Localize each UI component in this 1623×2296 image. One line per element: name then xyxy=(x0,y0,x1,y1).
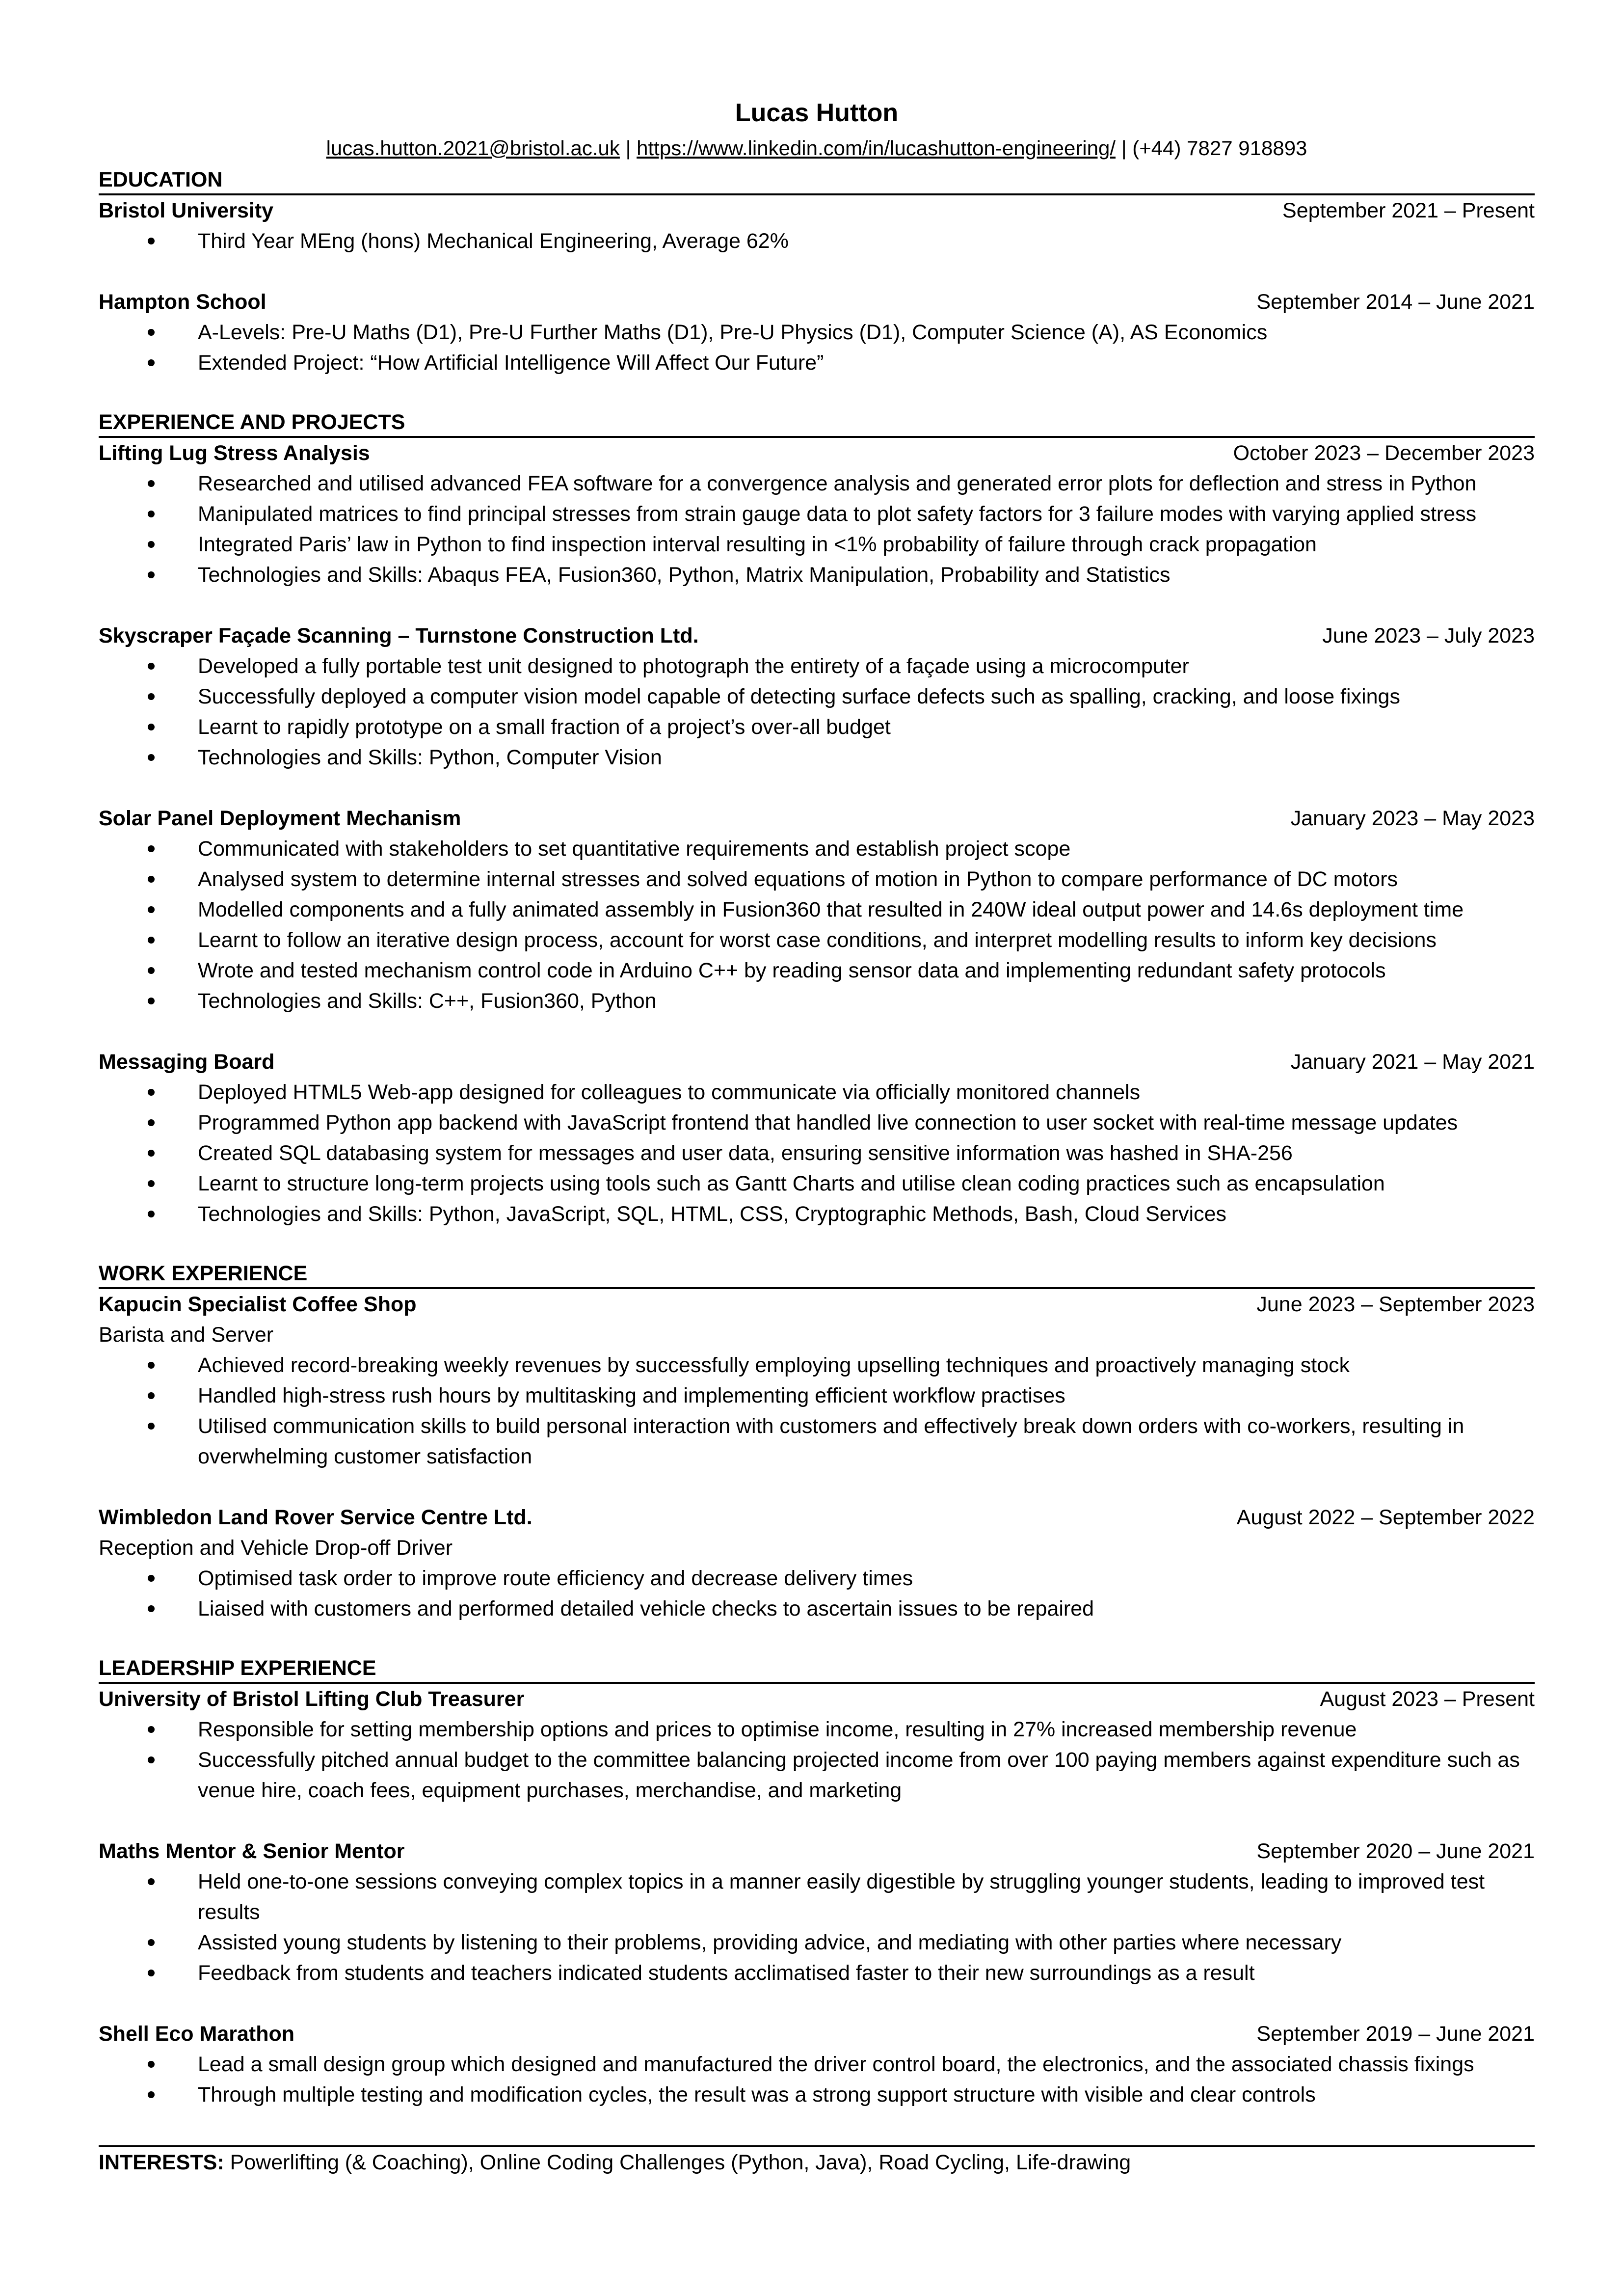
bullet-item xyxy=(99,1594,1535,1624)
spacer xyxy=(99,2110,1535,2140)
separator: | xyxy=(1116,136,1133,160)
bullet-icon xyxy=(148,1756,155,1763)
entry xyxy=(99,1502,1535,1624)
spacer xyxy=(99,1016,1535,1047)
entry-dates: October 2023 – December 2023 xyxy=(1233,441,1535,465)
bullet-item xyxy=(99,1199,1535,1229)
entry-header xyxy=(99,803,1535,834)
bullet-item xyxy=(99,986,1535,1016)
bullet-icon xyxy=(148,1362,155,1369)
bullet-text: Researched and utilised advanced FEA software for a convergence analysis and generated error plots for deflection and stress in Python xyxy=(198,472,1477,495)
entry-organization: Bristol University xyxy=(99,199,274,222)
bullet-icon xyxy=(148,876,155,883)
entry-header xyxy=(99,621,1535,651)
entry xyxy=(99,1047,1535,1229)
entry xyxy=(99,1289,1535,1472)
bullet-item xyxy=(99,1107,1535,1138)
bullet-icon xyxy=(148,480,155,487)
entry-header xyxy=(99,2019,1535,2049)
bullet-text: Successfully deployed a computer vision model capable of detecting surface defects such as spalling, cracking, and loose fixings xyxy=(198,685,1400,708)
bullet-icon xyxy=(148,1119,155,1126)
entry xyxy=(99,287,1535,378)
entry-organization: Maths Mentor & Senior Mentor xyxy=(99,1839,405,1863)
bullet-icon xyxy=(148,1180,155,1187)
bullet-text: Lead a small design group which designed and manufactured the driver control board, the electronics, and the associated chassis fixings xyxy=(198,2053,1474,2076)
bullet-item xyxy=(99,834,1535,864)
bullet-text: Technologies and Skills: Python, JavaScript, SQL, HTML, CSS, Cryptographic Methods, Bash, Cloud Services xyxy=(198,1202,1226,1226)
bullet-text: Learnt to follow an iterative design process, account for worst case conditions, and interpret modelling results to inform key decisions xyxy=(198,928,1437,952)
bullet-item xyxy=(99,681,1535,712)
entry-header xyxy=(99,1047,1535,1077)
bullet-icon xyxy=(148,329,155,336)
entry-header xyxy=(99,438,1535,468)
entry-header xyxy=(99,195,1535,226)
section-title: EDUCATION xyxy=(99,166,1535,195)
bullet-list xyxy=(99,1350,1535,1472)
bullet-list xyxy=(99,2049,1535,2110)
linkedin-link[interactable]: https://www.linkedin.com/in/lucashutton-engineering/ xyxy=(637,136,1116,160)
bullet-item xyxy=(99,499,1535,529)
bullet-text: Held one-to-one sessions conveying complex topics in a manner easily digestible by struggling younger students, leading to improved test results xyxy=(198,1870,1485,1924)
bullet-text: Manipulated matrices to find principal stresses from strain gauge data to plot safety factors for 3 failure modes with varying applied stress xyxy=(198,502,1477,526)
bullet-text: Analysed system to determine internal stresses and solved equations of motion in Python to compare performance of DC motors xyxy=(198,867,1398,891)
entry-organization: Wimbledon Land Rover Service Centre Ltd. xyxy=(99,1506,532,1529)
bullet-text: Technologies and Skills: Python, Computer Vision xyxy=(198,746,662,769)
bullet-item xyxy=(99,2049,1535,2080)
bullet-item xyxy=(99,651,1535,681)
bullet-text: Wrote and tested mechanism control code in Arduino C++ by reading sensor data and implementing redundant safety protocols xyxy=(198,959,1386,982)
bullet-icon xyxy=(148,663,155,670)
bullet-item xyxy=(99,742,1535,773)
phone-number: (+44) 7827 918893 xyxy=(1132,136,1307,160)
bullet-text: Developed a fully portable test unit designed to photograph the entirety of a façade using a microcomputer xyxy=(198,654,1189,678)
entry xyxy=(99,195,1535,256)
bullet-text: A-Levels: Pre-U Maths (D1), Pre-U Further Maths (D1), Pre-U Physics (D1), Computer Science (A), AS Economics xyxy=(198,321,1268,344)
resume-body xyxy=(99,166,1535,2178)
entry-header xyxy=(99,1502,1535,1533)
bullet-item xyxy=(99,468,1535,499)
bullet-text: Technologies and Skills: Abaqus FEA, Fusion360, Python, Matrix Manipulation, Probability and Statistics xyxy=(198,563,1171,587)
bullet-icon xyxy=(148,693,155,700)
section-leadership xyxy=(99,1624,1535,2110)
bullet-text: Responsible for setting membership options and prices to optimise income, resulting in 27% increased membership revenue xyxy=(198,1718,1357,1741)
entry-dates: June 2023 – September 2023 xyxy=(1256,1293,1535,1316)
section-title: LEADERSHIP EXPERIENCE xyxy=(99,1654,1535,1684)
bullet-text: Optimised task order to improve route efficiency and decrease delivery times xyxy=(198,1567,913,1590)
entry xyxy=(99,438,1535,590)
section-projects xyxy=(99,378,1535,1229)
entry-dates: September 2020 – June 2021 xyxy=(1256,1839,1535,1863)
spacer xyxy=(99,1806,1535,1836)
interests-line xyxy=(99,2147,1535,2178)
bullet-icon xyxy=(148,937,155,944)
bullet-text: Programmed Python app backend with JavaScript frontend that handled live connection to user socket with real-time message updates xyxy=(198,1111,1458,1134)
entry xyxy=(99,2019,1535,2110)
bullet-item xyxy=(99,894,1535,925)
bullet-item xyxy=(99,226,1535,256)
bullet-list xyxy=(99,834,1535,1016)
spacer xyxy=(99,590,1535,621)
bullet-text: Communicated with stakeholders to set quantitative requirements and establish project scope xyxy=(198,837,1071,861)
bullet-icon xyxy=(148,571,155,578)
bullet-icon xyxy=(148,541,155,548)
bullet-item xyxy=(99,2080,1535,2110)
bullet-icon xyxy=(148,511,155,517)
bullet-icon xyxy=(148,967,155,974)
entry xyxy=(99,1684,1535,1806)
bullet-list xyxy=(99,1563,1535,1624)
bullet-icon xyxy=(148,2061,155,2068)
entry-dates: January 2021 – May 2021 xyxy=(1290,1050,1535,1074)
entry-header xyxy=(99,1836,1535,1866)
bullet-icon xyxy=(148,724,155,730)
bullet-text: Handled high-stress rush hours by multitasking and implementing efficient workflow practises xyxy=(198,1384,1065,1407)
bullet-item xyxy=(99,1350,1535,1380)
bullet-text: Technologies and Skills: C++, Fusion360, Python xyxy=(198,989,657,1013)
bullet-list xyxy=(99,226,1535,256)
bullet-list xyxy=(99,317,1535,378)
bullet-icon xyxy=(148,1970,155,1976)
bullet-item xyxy=(99,1958,1535,1988)
entry-organization: Lifting Lug Stress Analysis xyxy=(99,441,370,465)
bullet-item xyxy=(99,955,1535,986)
separator: | xyxy=(619,136,637,160)
spacer xyxy=(99,378,1535,408)
bullet-text: Liaised with customers and performed detailed vehicle checks to ascertain issues to be repaired xyxy=(198,1597,1094,1621)
spacer xyxy=(99,1988,1535,2019)
entry xyxy=(99,1836,1535,1988)
bullet-text: Assisted young students by listening to their problems, providing advice, and mediating with other parties where necessary xyxy=(198,1931,1342,1954)
bullet-item xyxy=(99,1866,1535,1927)
email-link[interactable]: lucas.hutton.2021@bristol.ac.uk xyxy=(326,136,620,160)
bullet-item xyxy=(99,348,1535,378)
bullet-item xyxy=(99,1714,1535,1745)
entry-header xyxy=(99,287,1535,317)
bullet-text: Modelled components and a fully animated assembly in Fusion360 that resulted in 240W ideal output power and 14.6s deployment time xyxy=(198,898,1464,921)
bullet-list xyxy=(99,1714,1535,1806)
bullet-text: Third Year MEng (hons) Mechanical Engineering, Average 62% xyxy=(198,229,789,253)
bullet-text: Utilised communication skills to build personal interaction with customers and effectively break down orders with co-workers, resulting in overwhelming customer satisfaction xyxy=(198,1414,1464,1468)
bullet-icon xyxy=(148,998,155,1004)
bullet-list xyxy=(99,1866,1535,1988)
entry-dates: January 2023 – May 2023 xyxy=(1290,807,1535,830)
candidate-name: Lucas Hutton xyxy=(735,99,899,127)
bullet-item xyxy=(99,1563,1535,1594)
bullet-item xyxy=(99,317,1535,348)
bullet-item xyxy=(99,1927,1535,1958)
entry-dates: September 2019 – June 2021 xyxy=(1256,2022,1535,2046)
entry-dates: June 2023 – July 2023 xyxy=(1322,624,1535,648)
entry-organization: University of Bristol Lifting Club Treasurer xyxy=(99,1687,525,1711)
entry-role: Barista and Server xyxy=(99,1323,274,1347)
spacer xyxy=(99,1624,1535,1654)
bullet-icon xyxy=(148,1423,155,1430)
section-work xyxy=(99,1229,1535,1624)
bullet-icon xyxy=(148,1211,155,1217)
bullet-icon xyxy=(148,754,155,761)
bullet-icon xyxy=(148,1605,155,1612)
bullet-icon xyxy=(148,359,155,366)
bullet-item xyxy=(99,529,1535,560)
interests-text: Powerlifting (& Coaching), Online Coding Challenges (Python, Java), Road Cycling, Life-drawing xyxy=(224,2151,1131,2174)
entry-dates: September 2014 – June 2021 xyxy=(1256,290,1535,314)
entry-dates: September 2021 – Present xyxy=(1282,199,1535,222)
bullet-item xyxy=(99,1745,1535,1806)
bullet-icon xyxy=(148,2091,155,2098)
entry-dates: August 2022 – September 2022 xyxy=(1236,1506,1535,1529)
entry-organization: Skyscraper Façade Scanning – Turnstone Construction Ltd. xyxy=(99,624,699,648)
bullet-text: Through multiple testing and modification cycles, the result was a strong support structure with visible and clear controls xyxy=(198,2083,1316,2107)
entry xyxy=(99,803,1535,1016)
entry-organization: Hampton School xyxy=(99,290,266,314)
bullet-icon xyxy=(148,1878,155,1885)
bullet-list xyxy=(99,1077,1535,1229)
bullet-text: Achieved record-breaking weekly revenues by successfully employing upselling techniques and proactively managing stock xyxy=(198,1353,1350,1377)
bullet-icon xyxy=(148,238,155,244)
interests-label: INTERESTS: xyxy=(99,2151,224,2174)
bullet-text: Successfully pitched annual budget to the committee balancing projected income from over 100 paying members against expenditure such as venue hire, coach fees, equipment purchases, merchandise, and marketing xyxy=(198,1748,1520,1802)
bullet-icon xyxy=(148,1726,155,1733)
entry-header xyxy=(99,1289,1535,1320)
bullet-list xyxy=(99,468,1535,590)
entry-header xyxy=(99,1684,1535,1714)
bullet-text: Learnt to structure long-term projects using tools such as Gantt Charts and utilise clean coding practices such as encapsulation xyxy=(198,1172,1385,1195)
bullet-text: Learnt to rapidly prototype on a small fraction of a project’s over-all budget xyxy=(198,715,891,739)
entry-role: Reception and Vehicle Drop-off Driver xyxy=(99,1536,453,1560)
entry-organization: Solar Panel Deployment Mechanism xyxy=(99,807,461,830)
entry-organization: Kapucin Specialist Coffee Shop xyxy=(99,1293,417,1316)
bullet-text: Feedback from students and teachers indicated students acclimatised faster to their new surroundings as a result xyxy=(198,1961,1255,1985)
bullet-icon xyxy=(148,1150,155,1157)
bullet-item xyxy=(99,1168,1535,1199)
bullet-text: Deployed HTML5 Web-app designed for colleagues to communicate via officially monitored channels xyxy=(198,1080,1141,1104)
bullet-icon xyxy=(148,1089,155,1096)
spacer xyxy=(99,1229,1535,1260)
bullet-item xyxy=(99,712,1535,742)
bullet-item xyxy=(99,1138,1535,1168)
bullet-icon xyxy=(148,1392,155,1399)
bullet-icon xyxy=(148,1575,155,1582)
section-title: EXPERIENCE AND PROJECTS xyxy=(99,408,1535,438)
bullet-text: Integrated Paris’ law in Python to find inspection interval resulting in <1% probability of failure through crack propagation xyxy=(198,533,1317,556)
bullet-text: Extended Project: “How Artificial Intelligence Will Affect Our Future” xyxy=(198,351,824,375)
bullet-list xyxy=(99,651,1535,773)
entry-organization: Shell Eco Marathon xyxy=(99,2022,295,2046)
entry-organization: Messaging Board xyxy=(99,1050,275,1074)
entry xyxy=(99,621,1535,773)
bullet-item xyxy=(99,1077,1535,1107)
section-education xyxy=(99,166,1535,378)
bullet-item xyxy=(99,925,1535,955)
bullet-icon xyxy=(148,845,155,852)
spacer xyxy=(99,1472,1535,1502)
bullet-text: Created SQL databasing system for messages and user data, ensuring sensitive information was hashed in SHA-256 xyxy=(198,1141,1293,1165)
bullet-icon xyxy=(148,1939,155,1946)
bullet-item xyxy=(99,1411,1535,1472)
spacer xyxy=(99,773,1535,803)
bullet-item xyxy=(99,864,1535,894)
bullet-icon xyxy=(148,906,155,913)
contact-line xyxy=(99,136,1535,160)
section-title: WORK EXPERIENCE xyxy=(99,1260,1535,1289)
entry-dates: August 2023 – Present xyxy=(1320,1687,1535,1711)
bullet-item xyxy=(99,1380,1535,1411)
bullet-item xyxy=(99,560,1535,590)
spacer xyxy=(99,256,1535,287)
